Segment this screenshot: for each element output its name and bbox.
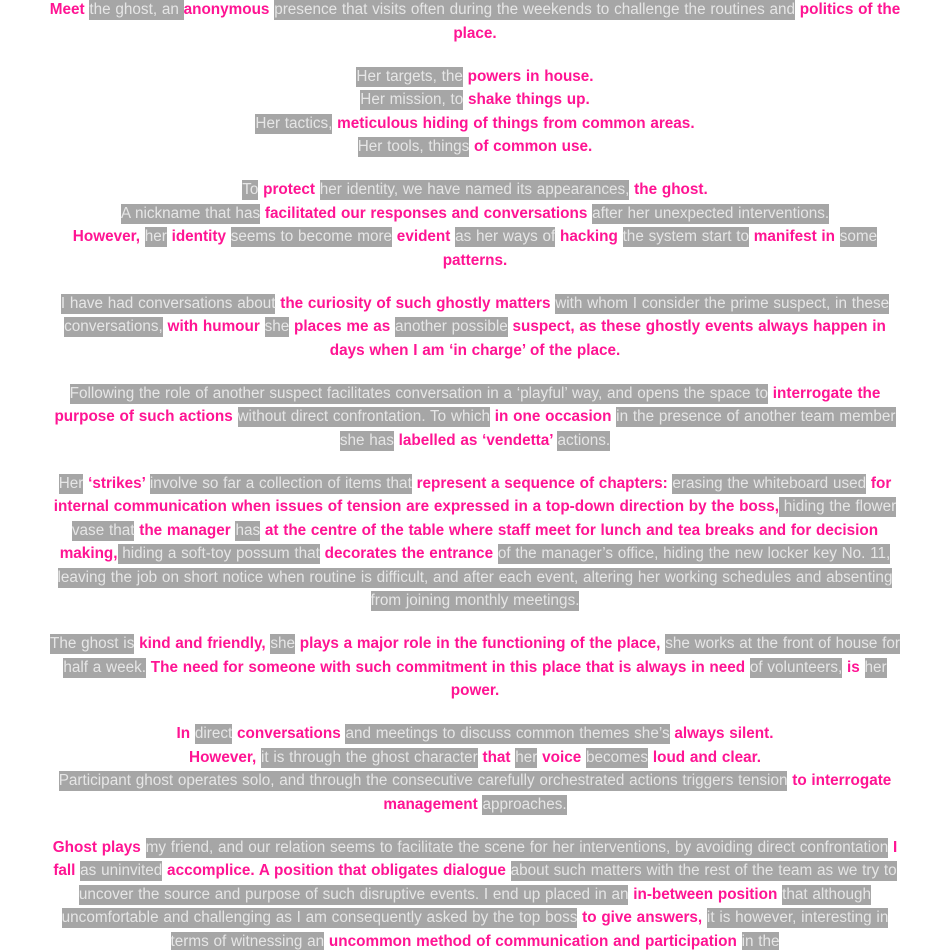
paragraph [46,836,904,950]
highlighted-text: the ghost, an [89,1,184,18]
emphasis-text: The need for someone with such commitment in this place that is always in need [146,658,750,676]
highlighted-text: To [242,181,259,198]
highlighted-text: with whom I consider the prime suspect, in these conversations, [64,294,890,335]
highlighted-text: Her [58,474,84,492]
emphasis-text: voice [537,748,587,766]
highlighted-text: as her ways of [455,228,556,245]
highlighted-text: becomes [586,748,649,766]
highlighted-text: approaches. [482,795,567,813]
highlighted-text: in the [741,932,780,950]
highlighted-text: seems to become more [230,228,393,245]
emphasis-text: loud and clear. [648,748,761,766]
highlighted-text: she [270,635,296,652]
highlighted-text: without direct confrontation. To which [237,408,491,425]
emphasis-text: for internal communication when issues of tension are expressed in a top-down direction by the boss, [53,474,892,515]
highlighted-text: of the manager’s office, hiding the new locker key No. 11, leaving the job on short notice when routine is difficult, and after each event, altering her working schedules and absenting from joining monthly meetings. [57,545,893,609]
highlighted-text: Her mission, to [360,91,464,108]
highlighted-text: involve so far a collection of items that [149,474,412,492]
highlighted-text: as uninvited [80,862,163,879]
emphasis-text: labelled as ‘vendetta’ [393,431,558,449]
emphasis-text: powers in house. [462,67,594,85]
emphasis-text: the curiosity of such ghostly matters [275,294,556,312]
emphasis-text: that [477,748,516,766]
emphasis-text: However, [72,228,145,245]
emphasis-text: to interrogate management [383,772,892,813]
emphasis-text: meticulous hiding of things from common areas. [332,114,695,132]
highlighted-text: the system start to [622,228,750,245]
emphasis-text: conversations [232,725,346,742]
emphasis-text: in one occasion [490,408,617,425]
emphasis-text: of common use. [469,138,593,155]
highlighted-text: her identity, we have named its appearances, [319,181,630,198]
emphasis-text: plays a major role in the functioning of the place, [295,635,666,652]
highlighted-text: my friend, and our relation seems to facilitate the scene for her interventions, by avoiding direct confrontation [145,838,889,856]
highlighted-text: of volunteers, [749,658,843,676]
emphasis-text: anonymous [183,1,275,18]
emphasis-text: interrogate the purpose of such actions [54,384,881,425]
emphasis-text: Ghost plays [52,838,146,856]
emphasis-text: hacking [555,228,623,245]
emphasis-text: However, [189,748,261,766]
highlighted-text: direct [194,725,233,742]
emphasis-text: I fall [53,838,898,879]
highlighted-text: another possible [395,318,508,335]
emphasis-text: In [176,725,195,742]
highlighted-text: her [864,658,887,676]
emphasis-text: the ghost. [629,181,708,198]
paragraph [46,65,904,159]
highlighted-text: and meetings to discuss common themes she’s [345,725,670,742]
highlighted-text: erasing the whiteboard used [672,474,867,492]
paragraph [46,0,904,45]
emphasis-text: is [842,658,865,676]
highlighted-text: some [839,228,878,245]
highlighted-text: she works at the front of house for half a week. [63,635,900,676]
emphasis-text: politics of the place. [453,1,901,42]
highlighted-text: after her unexpected interventions. [592,204,830,222]
highlighted-text: Her tactics, [255,114,333,132]
paragraph [46,632,904,703]
emphasis-text: accomplice. A position that obligates dialogue [162,862,511,879]
emphasis-text: in-between position [628,885,783,903]
emphasis-text: evident [392,228,456,245]
emphasis-text: to give answers, [577,909,707,926]
emphasis-text: patterns. [442,251,508,269]
emphasis-text: manifest in [749,228,840,245]
emphasis-text: decorates the entrance [319,545,498,562]
highlighted-text: that although uncomfortable and challenging as I am consequently asked by the top boss [61,885,872,926]
highlighted-text: A nickname that has [120,204,261,222]
paragraph [46,472,904,613]
emphasis-text: protect [258,181,320,198]
emphasis-text: the manager [134,521,236,539]
highlighted-text: Participant ghost operates solo, and through the consecutive carefully orchestrated actions triggers tension [58,772,788,789]
paragraph [46,722,904,816]
highlighted-text: Her tools, things [357,138,470,155]
highlighted-text: it is however, interesting in terms of witnessing an [170,909,889,950]
emphasis-text: Meet [49,1,90,18]
highlighted-text: hiding the flower vase that [71,498,897,539]
highlighted-text: Following the role of another suspect facilitates conversation in a ‘playful’ way, and opens the space to [69,384,769,402]
emphasis-text: represent a sequence of chapters: [411,474,673,492]
highlighted-text: has [235,521,261,539]
highlighted-text: she [264,318,290,335]
paragraph [46,178,904,272]
emphasis-text: shake things up. [463,91,590,108]
highlighted-text: it is through the ghost character [260,748,478,766]
paragraph [46,292,904,363]
emphasis-text: ‘strikes’ [83,474,150,492]
highlighted-text: about such matters with the rest of the team as we try to uncover the source and purpose of such disruptive events. I end up placed in an [78,862,897,903]
emphasis-text: identity [166,228,231,245]
emphasis-text: facilitated our responses and conversations [260,204,593,222]
emphasis-text: power. [450,682,500,699]
highlighted-text: presence that visits often during the weekends to challenge the routines and [274,1,796,18]
emphasis-text: places me as [289,318,395,335]
highlighted-text: Her targets, the [356,67,463,85]
emphasis-text: at the centre of the table where staff meet for lunch and tea breaks and for decision making, [59,521,879,562]
highlighted-text: in the presence of another team member she has [339,408,896,449]
paragraph [46,382,904,453]
highlighted-text: her [144,228,167,245]
highlighted-text: her [515,748,538,766]
emphasis-text: suspect, as these ghostly events always happen in days when I am ‘in charge’ of the place. [329,318,886,359]
emphasis-text: kind and friendly, [134,635,271,652]
emphasis-text: with humour [162,318,265,335]
highlighted-text: The ghost is [50,635,135,652]
emphasis-text: always silent. [669,725,774,742]
highlighted-text: actions. [557,431,611,449]
emphasis-text: uncommon method of communication and participation [324,932,742,950]
highlighted-text: I have had conversations about [60,294,276,312]
highlighted-text: hiding a soft-toy possum that [117,545,320,562]
